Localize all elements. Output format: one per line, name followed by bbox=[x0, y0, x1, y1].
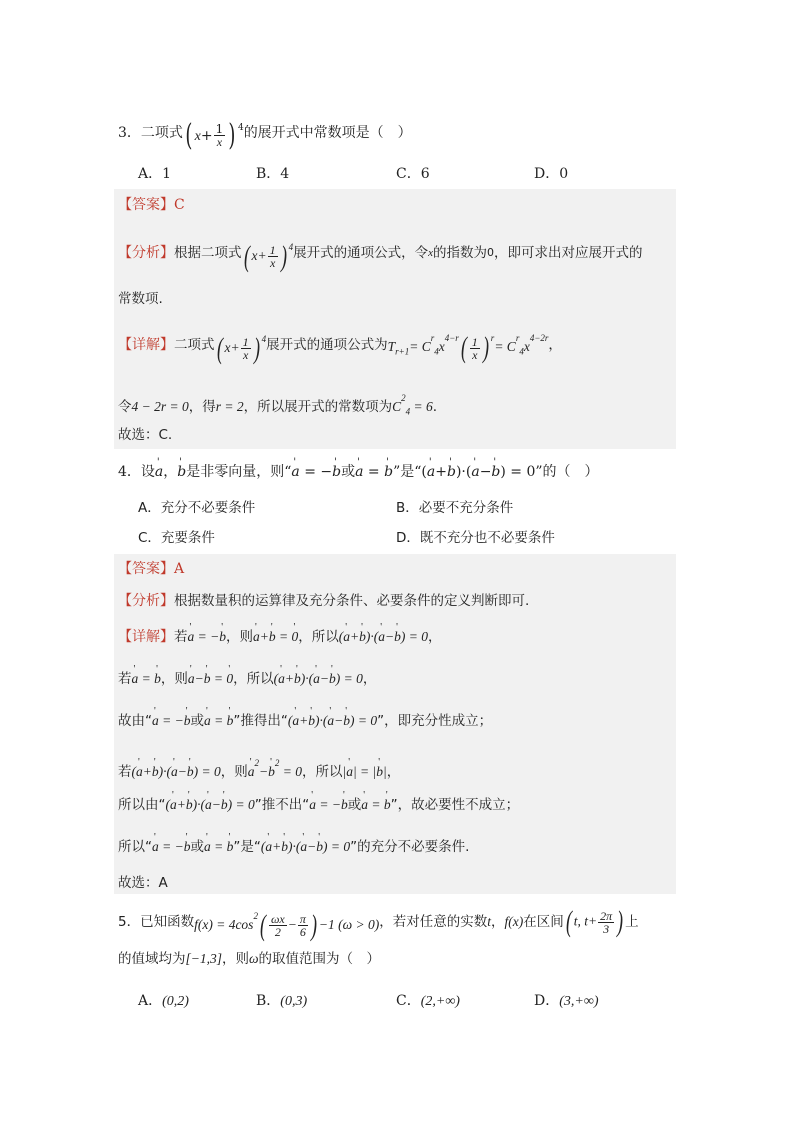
q4-detail-line4: 若(' a+' b)·(' a−' b) = 0，则' $a^2-'$ $b^2 = 0$，所以|' a| = |' b|， bbox=[118, 753, 676, 782]
q3-option-b[interactable]: B．4 bbox=[256, 166, 290, 182]
q4-detail-line1: 【详解】若' a = −' b，则' a+' b = ' 0，所以(' a+' b)·(' a−' b) = 0， bbox=[118, 627, 676, 647]
general-term-formula: $T_{r+1}= C^r_4x^{4-r}$( $\frac{1}{x}$ ) $^r= C^r_4x^{4-2r}$ bbox=[387, 331, 549, 365]
q4-stem: 4．设' a，' b是非零向量，则“' a = −' b或' a = ' b”是“(' a+' b)·(' a−' b) = 0”的（ ） bbox=[118, 462, 676, 482]
q3-analysis-line2: 常数项. bbox=[118, 291, 163, 307]
q3-choice: 故选：C. bbox=[118, 427, 173, 443]
q4-analysis: 【分析】根据数量积的运算律及充分条件、必要条件的定义判断即可. bbox=[118, 593, 530, 609]
q5-stem: 5． 已知函数 $f(x) = 4\cos^2$( $\frac{\omega x}{2}$ − $\frac{\pi}{6}$ ) −1 (ω > 0) ，若对任意的实数 t ， f(x) 在区间 ( t, t+ $\frac{2\pi}{3}$ ) 上 bbox=[118, 905, 639, 942]
q3-option-d[interactable]: D．0 bbox=[534, 166, 569, 182]
q4-detail-line3: 故由“' a = −' b或' a = ' b”推得出“(' a+' b)·(' a−' b) = 0”，即充分性成立； bbox=[118, 711, 676, 731]
q4-choice: 故选：A bbox=[118, 875, 168, 891]
q5-option-b[interactable]: B．(0,3) bbox=[256, 993, 308, 1009]
q3-answer: 【答案】C bbox=[118, 197, 185, 213]
q4-option-d[interactable]: D．既不充分也不必要条件 bbox=[396, 530, 555, 546]
q4-option-a[interactable]: A．充分不必要条件 bbox=[138, 500, 256, 516]
q3-detail: 【详解】 二项式 ( x+ $\frac{1}{x}$ ) $^4$ 展开式的通项公式为 $T_{r+1}= C^r_4x^{4-r}$( $\frac{1}{x}$ ) $^r= C^r_4x^{4-2r}$ ， bbox=[118, 328, 676, 362]
q3-option-a[interactable]: A．1 bbox=[138, 166, 172, 182]
q4-option-b[interactable]: B．必要不充分条件 bbox=[396, 500, 514, 516]
q3-option-c[interactable]: C．6 bbox=[396, 166, 430, 182]
function-definition: $f(x) = 4\cos^2$( $\frac{\omega x}{2}$ − $\frac{\pi}{6}$ ) −1 (ω > 0) bbox=[194, 908, 380, 942]
q3-analysis: 【分析】 根据二项式 ( x+ $\frac{1}{x}$ ) $^4$ 展开式的通项公式，令 x 的指数为 0 ，即可求出对应展开式的 bbox=[118, 239, 643, 273]
q4-detail-line5: 所以由“(' a+' b)·(' a−' b) = 0”推不出“' a = −' b或' a = ' b”，故必要性不成立； bbox=[118, 795, 676, 815]
q5-option-a[interactable]: A．(0,2) bbox=[138, 993, 189, 1009]
q4-answer: 【答案】A bbox=[118, 561, 185, 577]
q4-detail-line2: 若' a = ' b，则' a−' b = ' 0，所以(' a+' b)·(' a−' b) = 0， bbox=[118, 669, 676, 689]
q4-option-c[interactable]: C．充要条件 bbox=[138, 530, 215, 546]
q5-option-c[interactable]: C．(2,+∞) bbox=[396, 993, 460, 1009]
q3-detail-line2: 令4 − 2r = 0，得r = 2，所以展开式的常数项为$C^2_4 = 6$. bbox=[118, 393, 438, 417]
binomial-expression: ( x+ $\frac{1}{x}$ ) $^4$ bbox=[185, 117, 244, 153]
q5-option-d[interactable]: D．(3,+∞) bbox=[534, 993, 599, 1009]
q4-detail-line6: 所以“' a = −' b或' a = ' b”是“(' a+' b)·(' a−' b) = 0”的充分不必要条件. bbox=[118, 837, 676, 857]
q3-stem: 3． 二项式 ( x+ $\frac{1}{x}$ ) $^4$ 的展开式中常数项是（ ） bbox=[118, 117, 412, 153]
q5-stem-line2: 的值域均为[−1,3]，则ω的取值范围为（ ） bbox=[118, 951, 381, 967]
